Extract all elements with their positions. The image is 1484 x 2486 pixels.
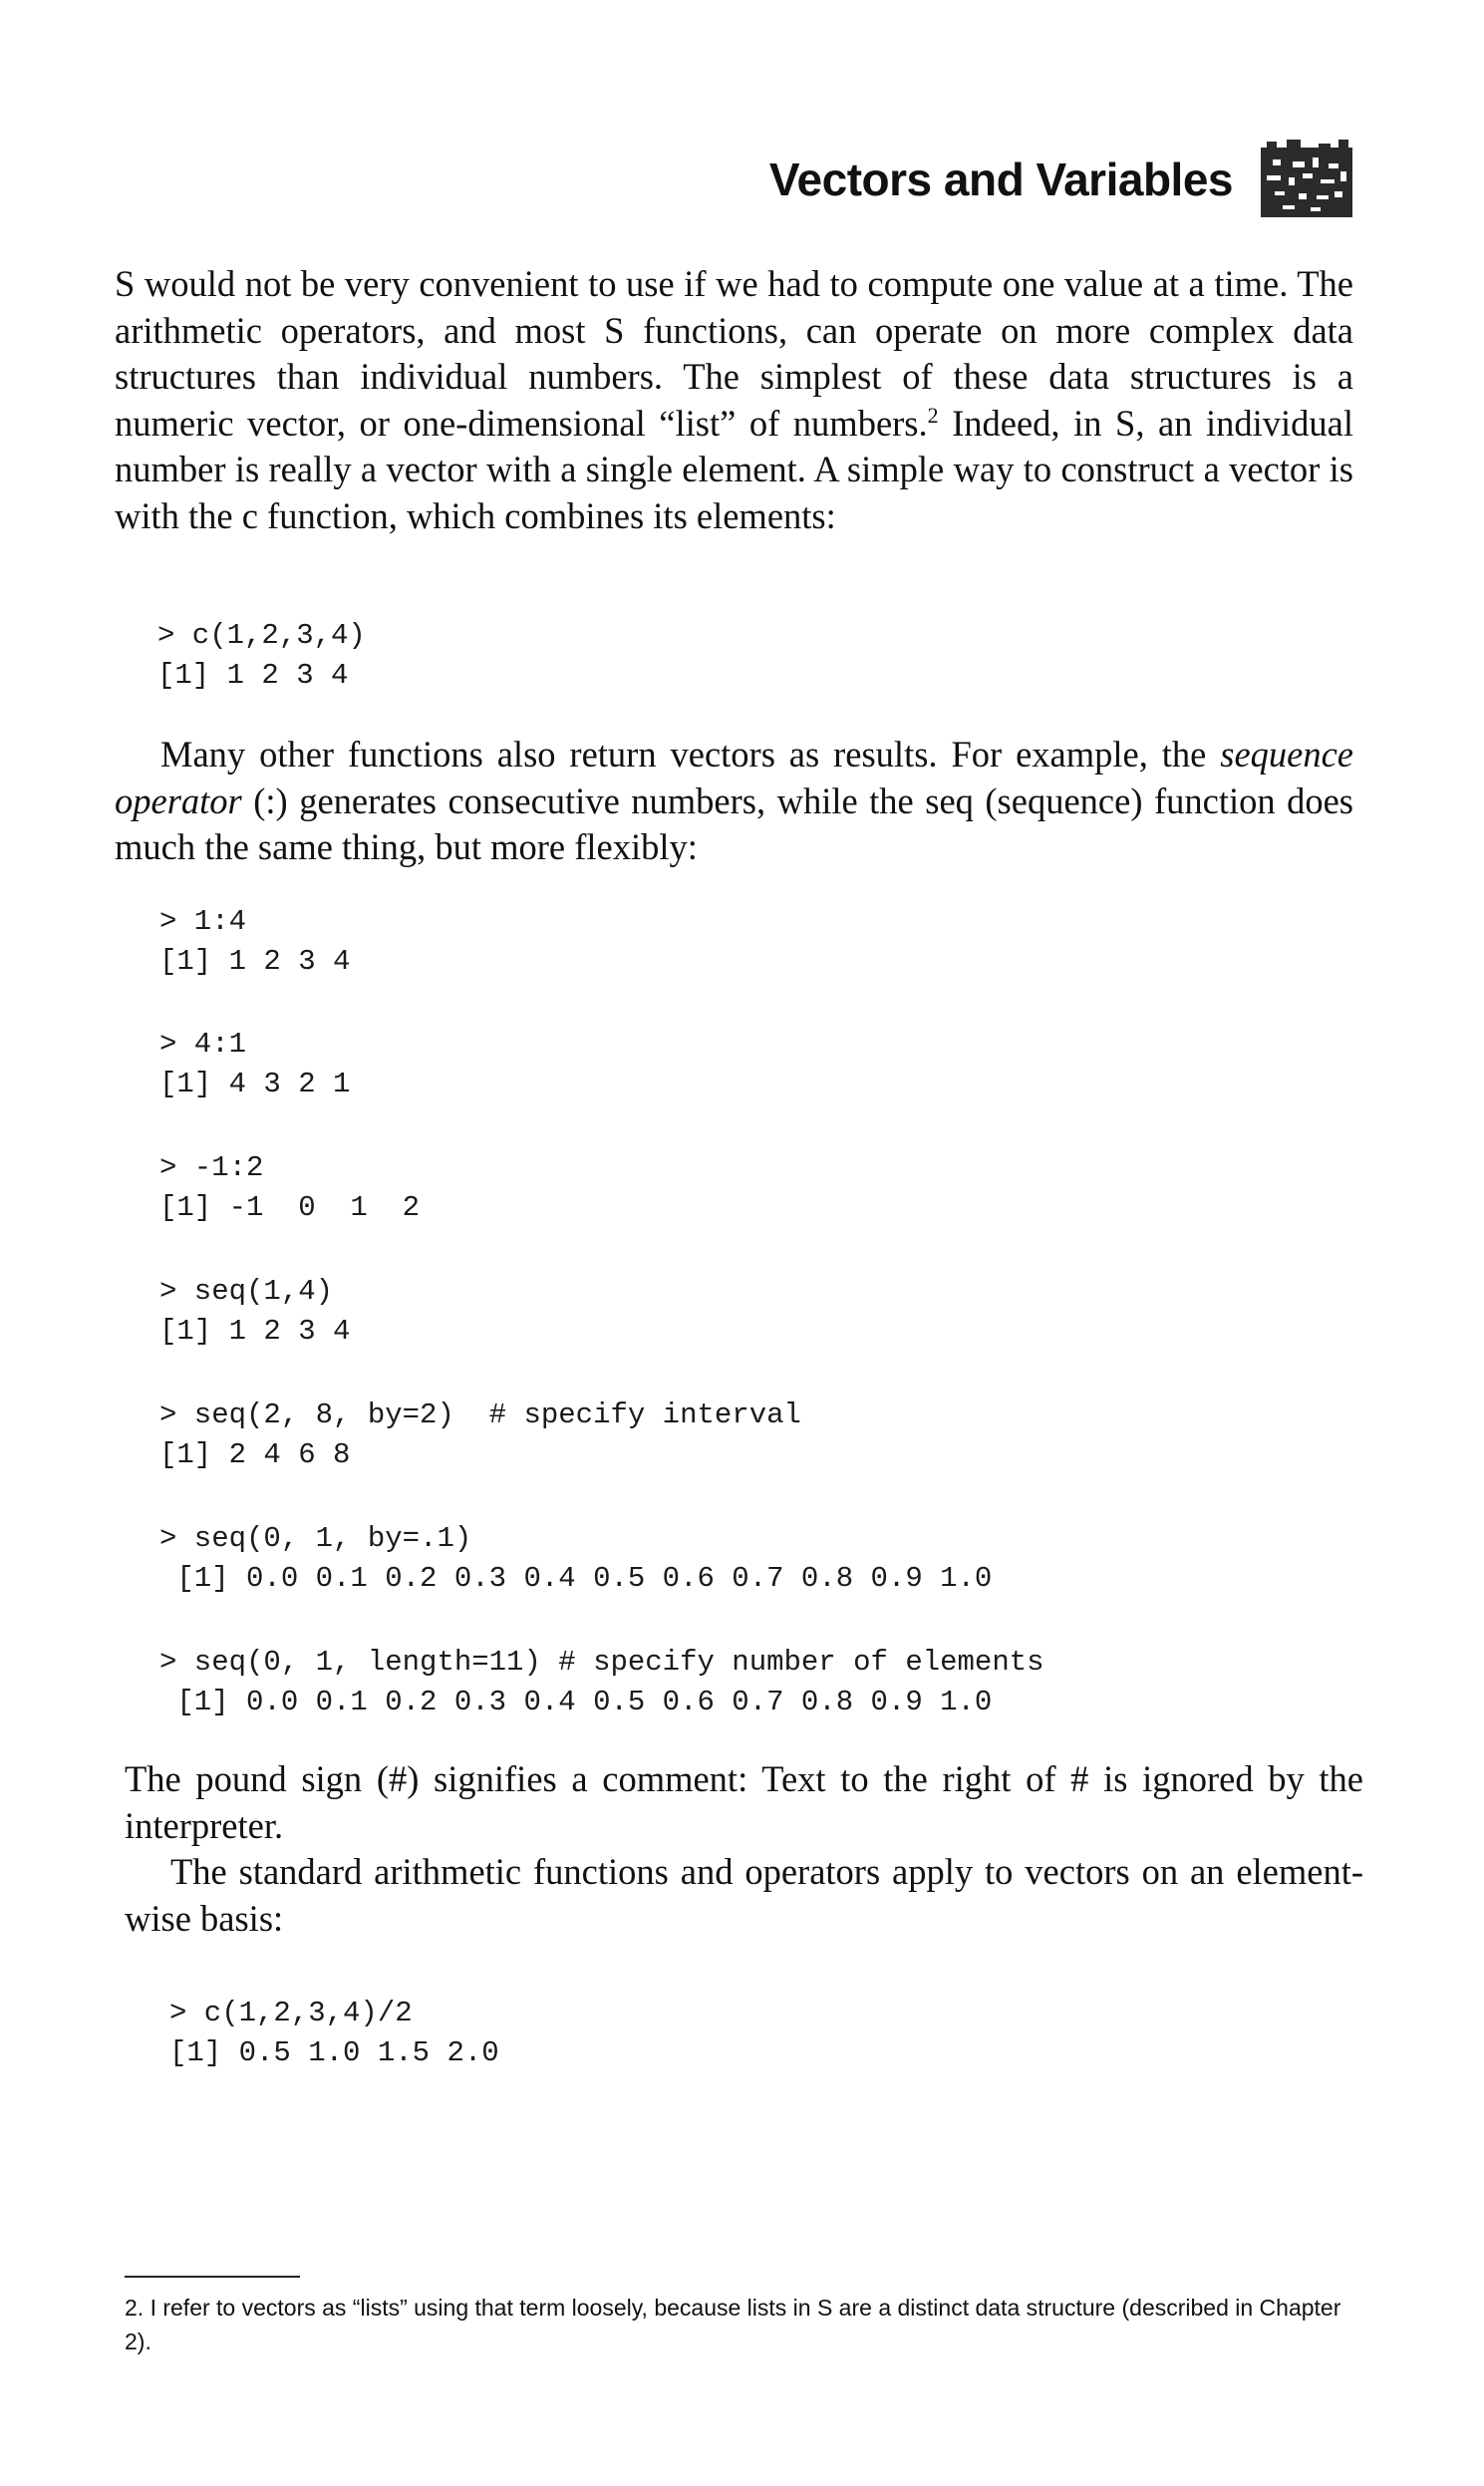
paragraph-intro-text-a: S would not be very convenient to use if we had to compute one value at a time. The arithmetic operators, and most S functions, can operate on more complex data structures than individual numbers. The simplest of these data structures is a numeric vector, or one-dimensional “list” of numbers. — [115, 263, 1353, 444]
code-block-seq-decimal: > seq(0, 1, by=.1) [1] 0.0 0.1 0.2 0.3 0.4 0.5 0.6 0.7 0.8 0.9 1.0 — [159, 1522, 993, 1595]
code-block-seq-by: > seq(2, 8, by=2) # specify interval [1] 2 4 6 8 — [159, 1398, 801, 1471]
section-title: Vectors and Variables — [768, 154, 1233, 205]
paragraph-intro-text-b: Indeed, in S, an individual number is really a vector with a single element. A simple way to construct a vector is with the c function, which combines its elements: — [115, 402, 1353, 536]
code-block-colon-down: > 4:1 [1] 4 3 2 1 — [159, 1028, 351, 1100]
paragraph-intro — [115, 261, 1353, 539]
paragraph-comment: The pound sign (#) signifies a comment: Text to the right of # is ignored by the interpreter. — [125, 1758, 1363, 1846]
paragraph-sequence-pre: Many other functions also return vectors as results. For example, the — [160, 734, 1221, 775]
footnote-ref: 2 — [927, 402, 939, 428]
code-block-divide: > c(1,2,3,4)/2 [1] 0.5 1.0 1.5 2.0 — [169, 1997, 499, 2069]
chapter-badge-icon — [1259, 140, 1354, 219]
code-block-seq-length: > seq(0, 1, length=11) # specify number of elements [1] 0.0 0.1 0.2 0.3 0.4 0.5 0.6 0.7 0.8 0.9 1.0 — [159, 1646, 1044, 1718]
paragraph-sequence-post: (:) generates consecutive numbers, while the seq (sequence) function does much the same thing, but more flexibly: — [115, 779, 1353, 867]
paragraph-elementwise: The standard arithmetic functions and operators apply to vectors on an element-wise basis: — [125, 1851, 1363, 1939]
running-header — [769, 140, 1354, 219]
paragraph-sequence — [115, 732, 1353, 871]
code-block-seq-basic: > seq(1,4) [1] 1 2 3 4 — [159, 1275, 351, 1348]
code-block-c: > c(1,2,3,4) [1] 1 2 3 4 — [157, 619, 366, 692]
code-block-colon-up: > 1:4 [1] 1 2 3 4 — [159, 905, 351, 978]
term-sequence-operator: sequence operator — [115, 734, 1353, 821]
footnote-divider — [125, 2276, 300, 2278]
footnote: 2. I refer to vectors as “lists” using that term loosely, because lists in S are a distinct data structure (described in Chapter 2). — [125, 2295, 1341, 2354]
code-block-colon-negative: > -1:2 [1] -1 0 1 2 — [159, 1151, 421, 1224]
